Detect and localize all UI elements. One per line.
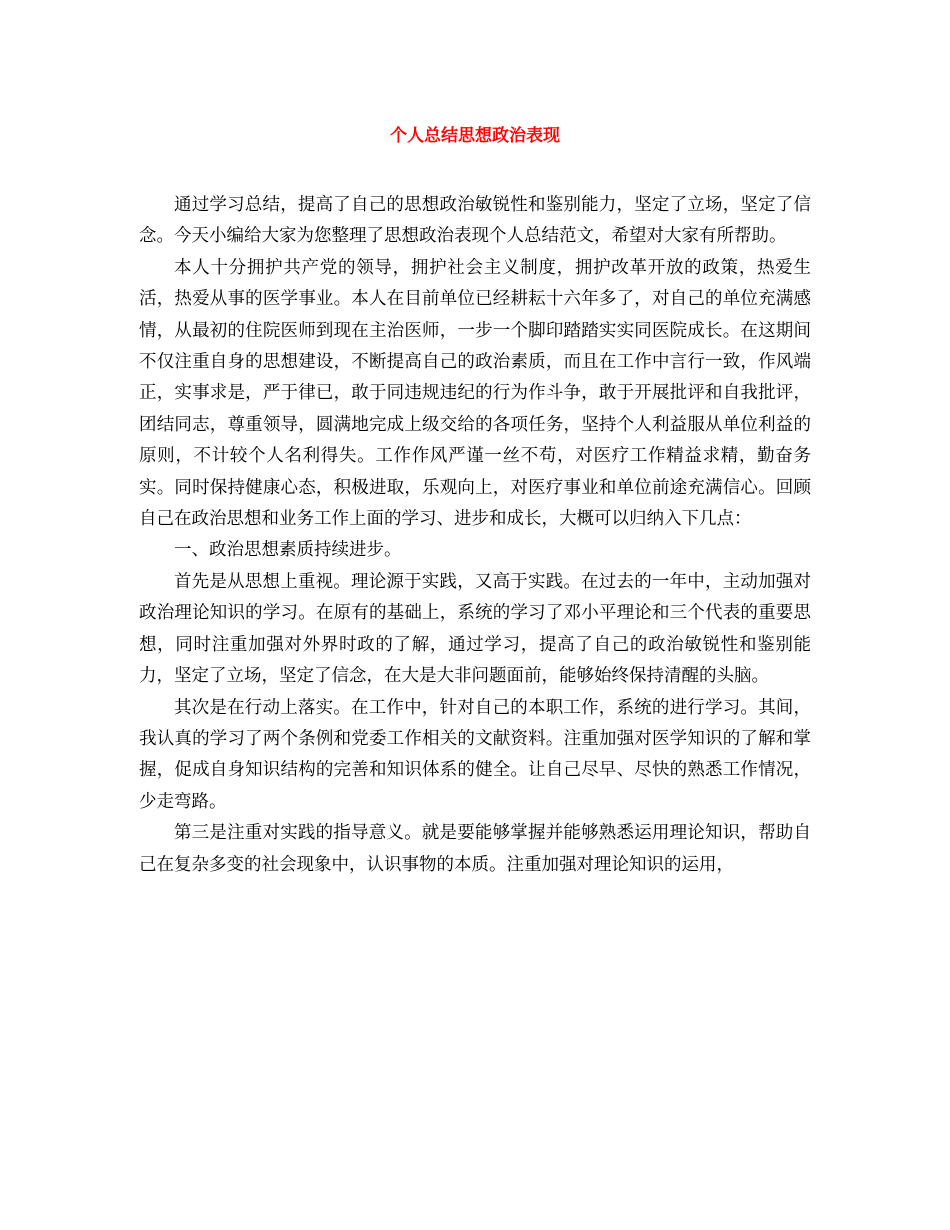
paragraph-self-assessment: 本人十分拥护共产党的领导，拥护社会主义制度，拥护改革开放的政策，热爱生活，热爱从事的医学事业。本人在目前单位已经耕耘十六年多了，对自己的单位充满感情，从最初的住院医师到现在主治医师，一步一个脚印踏踏实实同医院成长。在这期间不仅注重自身的思想建设，不断提高自己的政治素质，而且在工作中言行一致，作风端正，实事求是，严于律已，敢于同违规违纪的行为作斗争，敢于开展批评和自我批评，团结同志，尊重领导，圆满地完成上级交给的各项任务，坚持个人利益服从单位利益的原则，不计较个人名利得失。工作作风严谨一丝不苟，对医疗工作精益求精，勤奋务实。同时保持健康心态，积极进取，乐观向上，对医疗事业和单位前途充满信心。回顾自己在政治思想和业务工作上面的学习、进步和成长，大概可以归纳入下几点： <box>139 257 811 530</box>
document-body <box>139 190 811 881</box>
paragraph-second-point: 其次是在行动上落实。在工作中，针对自己的本职工作，系统的进行学习。其间，我认真的学习了两个条例和党委工作相关的文献资料。注重加强对医学知识的了解和掌握，促成自身知识结构的完善和知识体系的健全。让自己尽早、尽快的熟悉工作情况，少走弯路。 <box>139 697 811 812</box>
document-title: 个人总结思想政治表现 <box>390 126 560 146</box>
section-heading-political-progress: 一、政治思想素质持续进步。 <box>174 540 402 561</box>
paragraph-first-point: 首先是从思想上重视。理论源于实践，又高于实践。在过去的一年中，主动加强对政治理论知识的学习。在原有的基础上，系统的学习了邓小平理论和三个代表的重要思想，同时注重加强对外界时政的了解，通过学习，提高了自己的政治敏锐性和鉴别能力，坚定了立场，坚定了信念，在大是大非问题面前，能够始终保持清醒的头脑。 <box>139 571 811 687</box>
paragraph-intro: 通过学习总结，提高了自己的思想政治敏锐性和鉴别能力，坚定了立场，坚定了信念。今天小编给大家为您整理了思想政治表现个人总结范文，希望对大家有所帮助。 <box>139 195 811 247</box>
paragraph-third-point: 第三是注重对实践的指导意义。就是要能够掌握并能够熟悉运用理论知识，帮助自己在复杂多变的社会现象中，认识事物的本质。注重加强对理论知识的运用， <box>139 823 811 875</box>
